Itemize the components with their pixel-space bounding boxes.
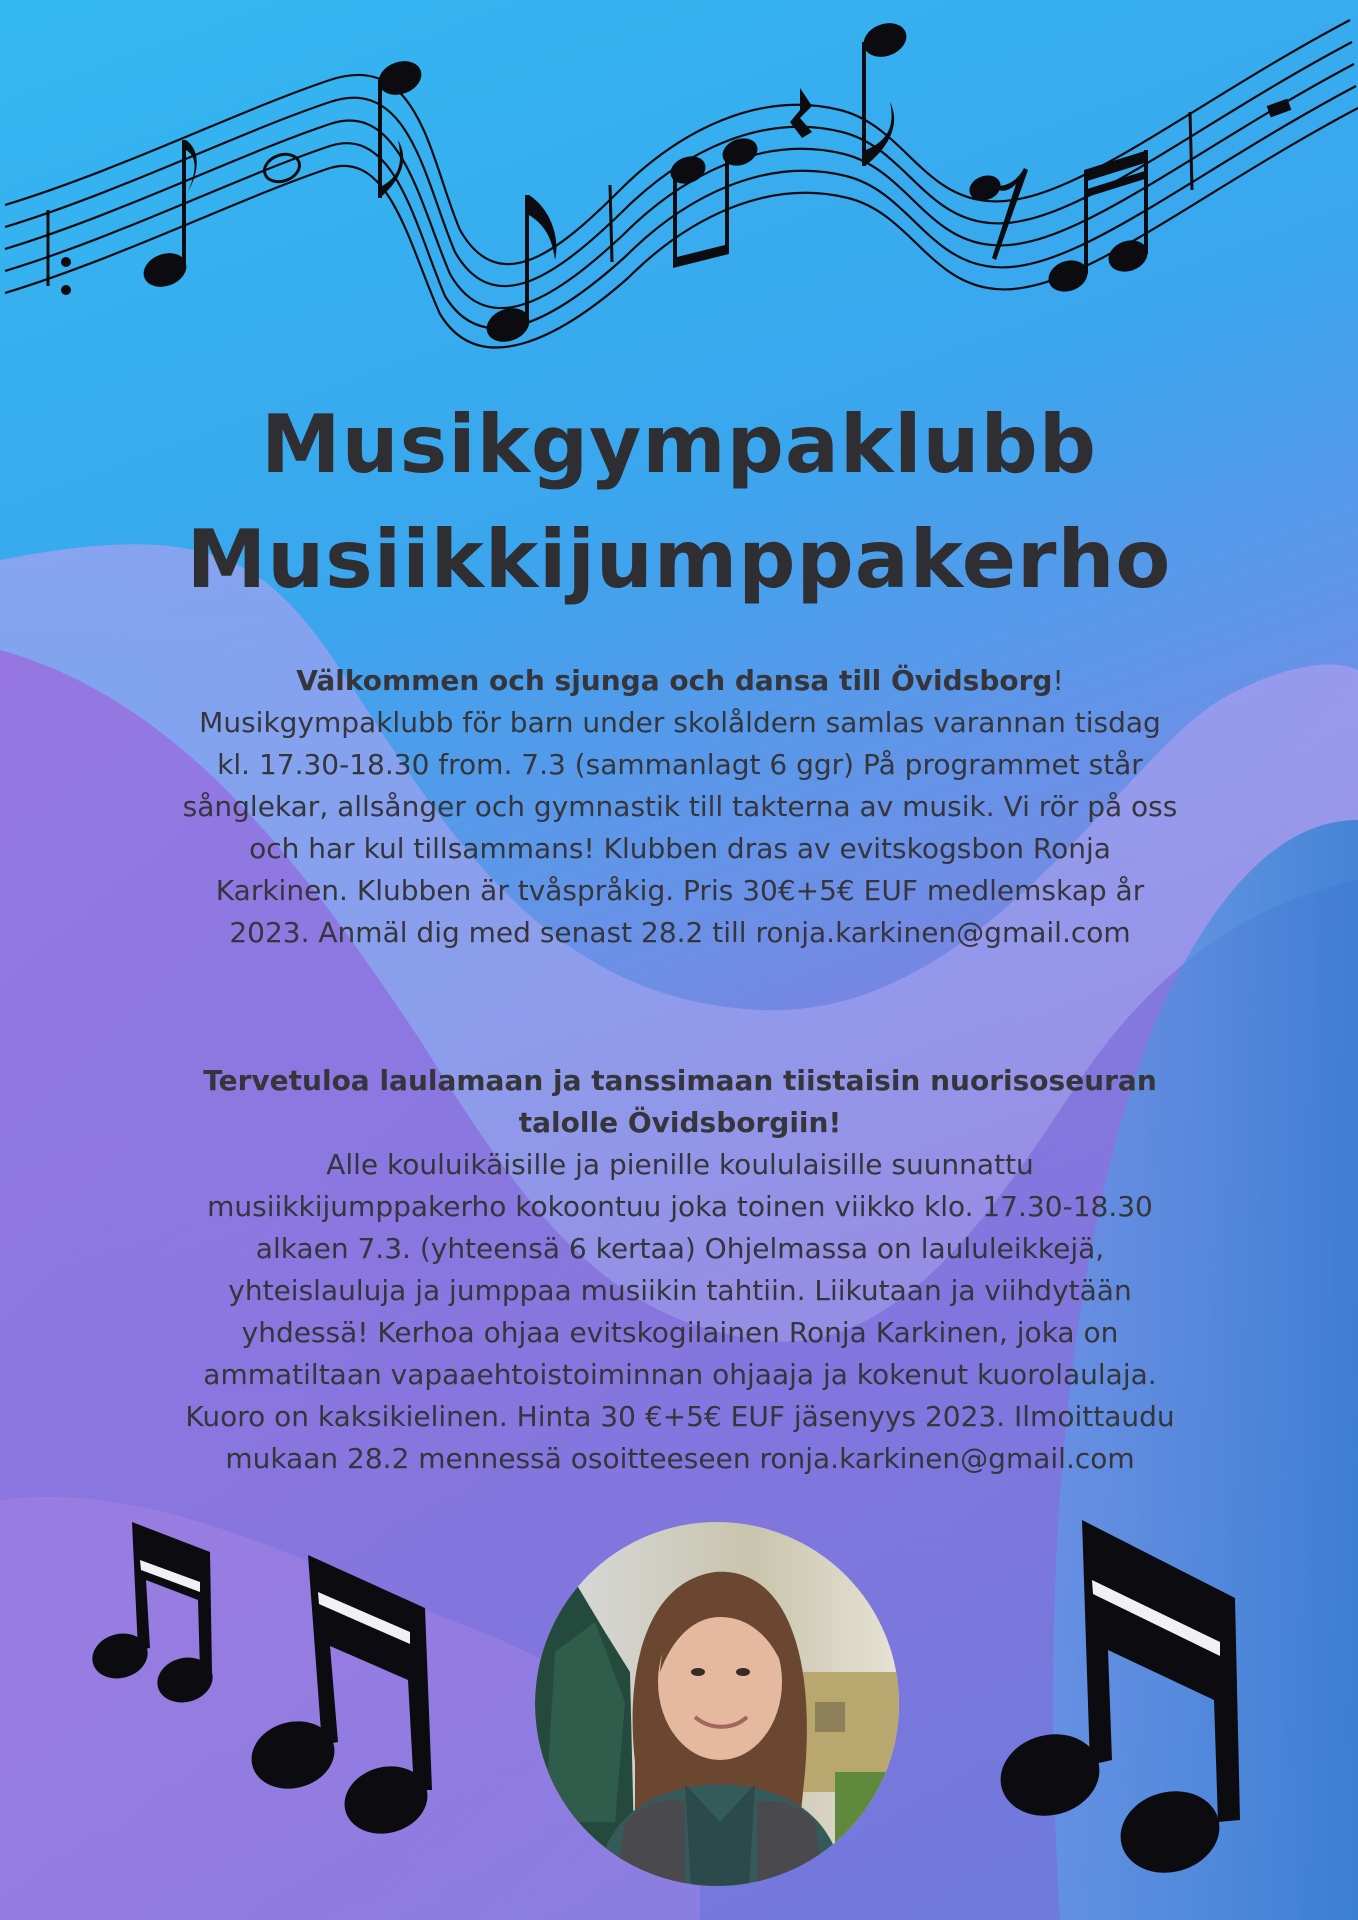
swedish-line: kl. 17.30-18.30 from. 7.3 (sammanlagt 6 ggr) På programmet står: [217, 748, 1143, 781]
finnish-line: mukaan 28.2 mennessä osoitteeseen ronja.karkinen@gmail.com: [225, 1442, 1135, 1475]
finnish-line: yhteislauluja ja jumppaa musiikin tahtiin. Liikutaan ja viihdytään: [228, 1274, 1132, 1307]
finnish-line: Kuoro on kaksikielinen. Hinta 30 €+5€ EUF jäsenyys 2023. Ilmoittaudu: [185, 1400, 1175, 1433]
finnish-text-block: [110, 1060, 1250, 1480]
swedish-line: Karkinen. Klubben är tvåspråkig. Pris 30€+5€ EUF medlemskap år: [215, 874, 1145, 907]
finnish-lead-line: talolle Övidsborgiin!: [518, 1106, 842, 1139]
finnish-line: yhdessä! Kerhoa ohjaa evitskogilainen Ronja Karkinen, joka on: [241, 1316, 1119, 1349]
music-note-icon: [244, 1555, 435, 1843]
portrait-photo: [535, 1522, 899, 1886]
finnish-lead-line: Tervetuloa laulamaan ja tanssimaan tiistaisin nuorisoseuran: [203, 1064, 1157, 1097]
finnish-line: alkaen 7.3. (yhteensä 6 kertaa) Ohjelmassa on laululeikkejä,: [255, 1232, 1105, 1265]
swedish-line: och har kul tillsammans! Klubben dras av evitskogsbon Ronja: [249, 832, 1111, 865]
finnish-line: musiikkijumppakerho kokoontuu joka toinen viikko klo. 17.30-18.30: [207, 1190, 1153, 1223]
person-portrait-icon: [535, 1522, 899, 1886]
music-note-icon: [87, 1522, 217, 1708]
swedish-line: Musikgympaklubb för barn under skolåldern samlas varannan tisdag: [199, 706, 1161, 739]
title-swedish: Musikgympaklubb: [261, 398, 1097, 491]
swedish-line: sånglekar, allsånger och gymnastik till takterna av musik. Vi rör på oss: [182, 790, 1178, 823]
swedish-lead: Välkommen och sjunga och dansa till Övidsborg: [296, 664, 1053, 697]
music-staff-icon: [0, 0, 1358, 360]
music-note-icon: [991, 1520, 1240, 1884]
swedish-text-block: [110, 660, 1250, 954]
finnish-line: ammatiltaan vapaaehtoistoiminnan ohjaaja ja kokenut kuorolaulaja.: [203, 1358, 1157, 1391]
swedish-lead-punct: !: [1052, 664, 1064, 697]
swedish-line: 2023. Anmäl dig med senast 28.2 till ronja.karkinen@gmail.com: [229, 916, 1131, 949]
title-finnish: Musiikkijumppakerho: [186, 513, 1172, 606]
finnish-line: Alle kouluikäisille ja pienille koululaisille suunnattu: [326, 1148, 1034, 1181]
swedish-lead-line: [110, 660, 1250, 702]
